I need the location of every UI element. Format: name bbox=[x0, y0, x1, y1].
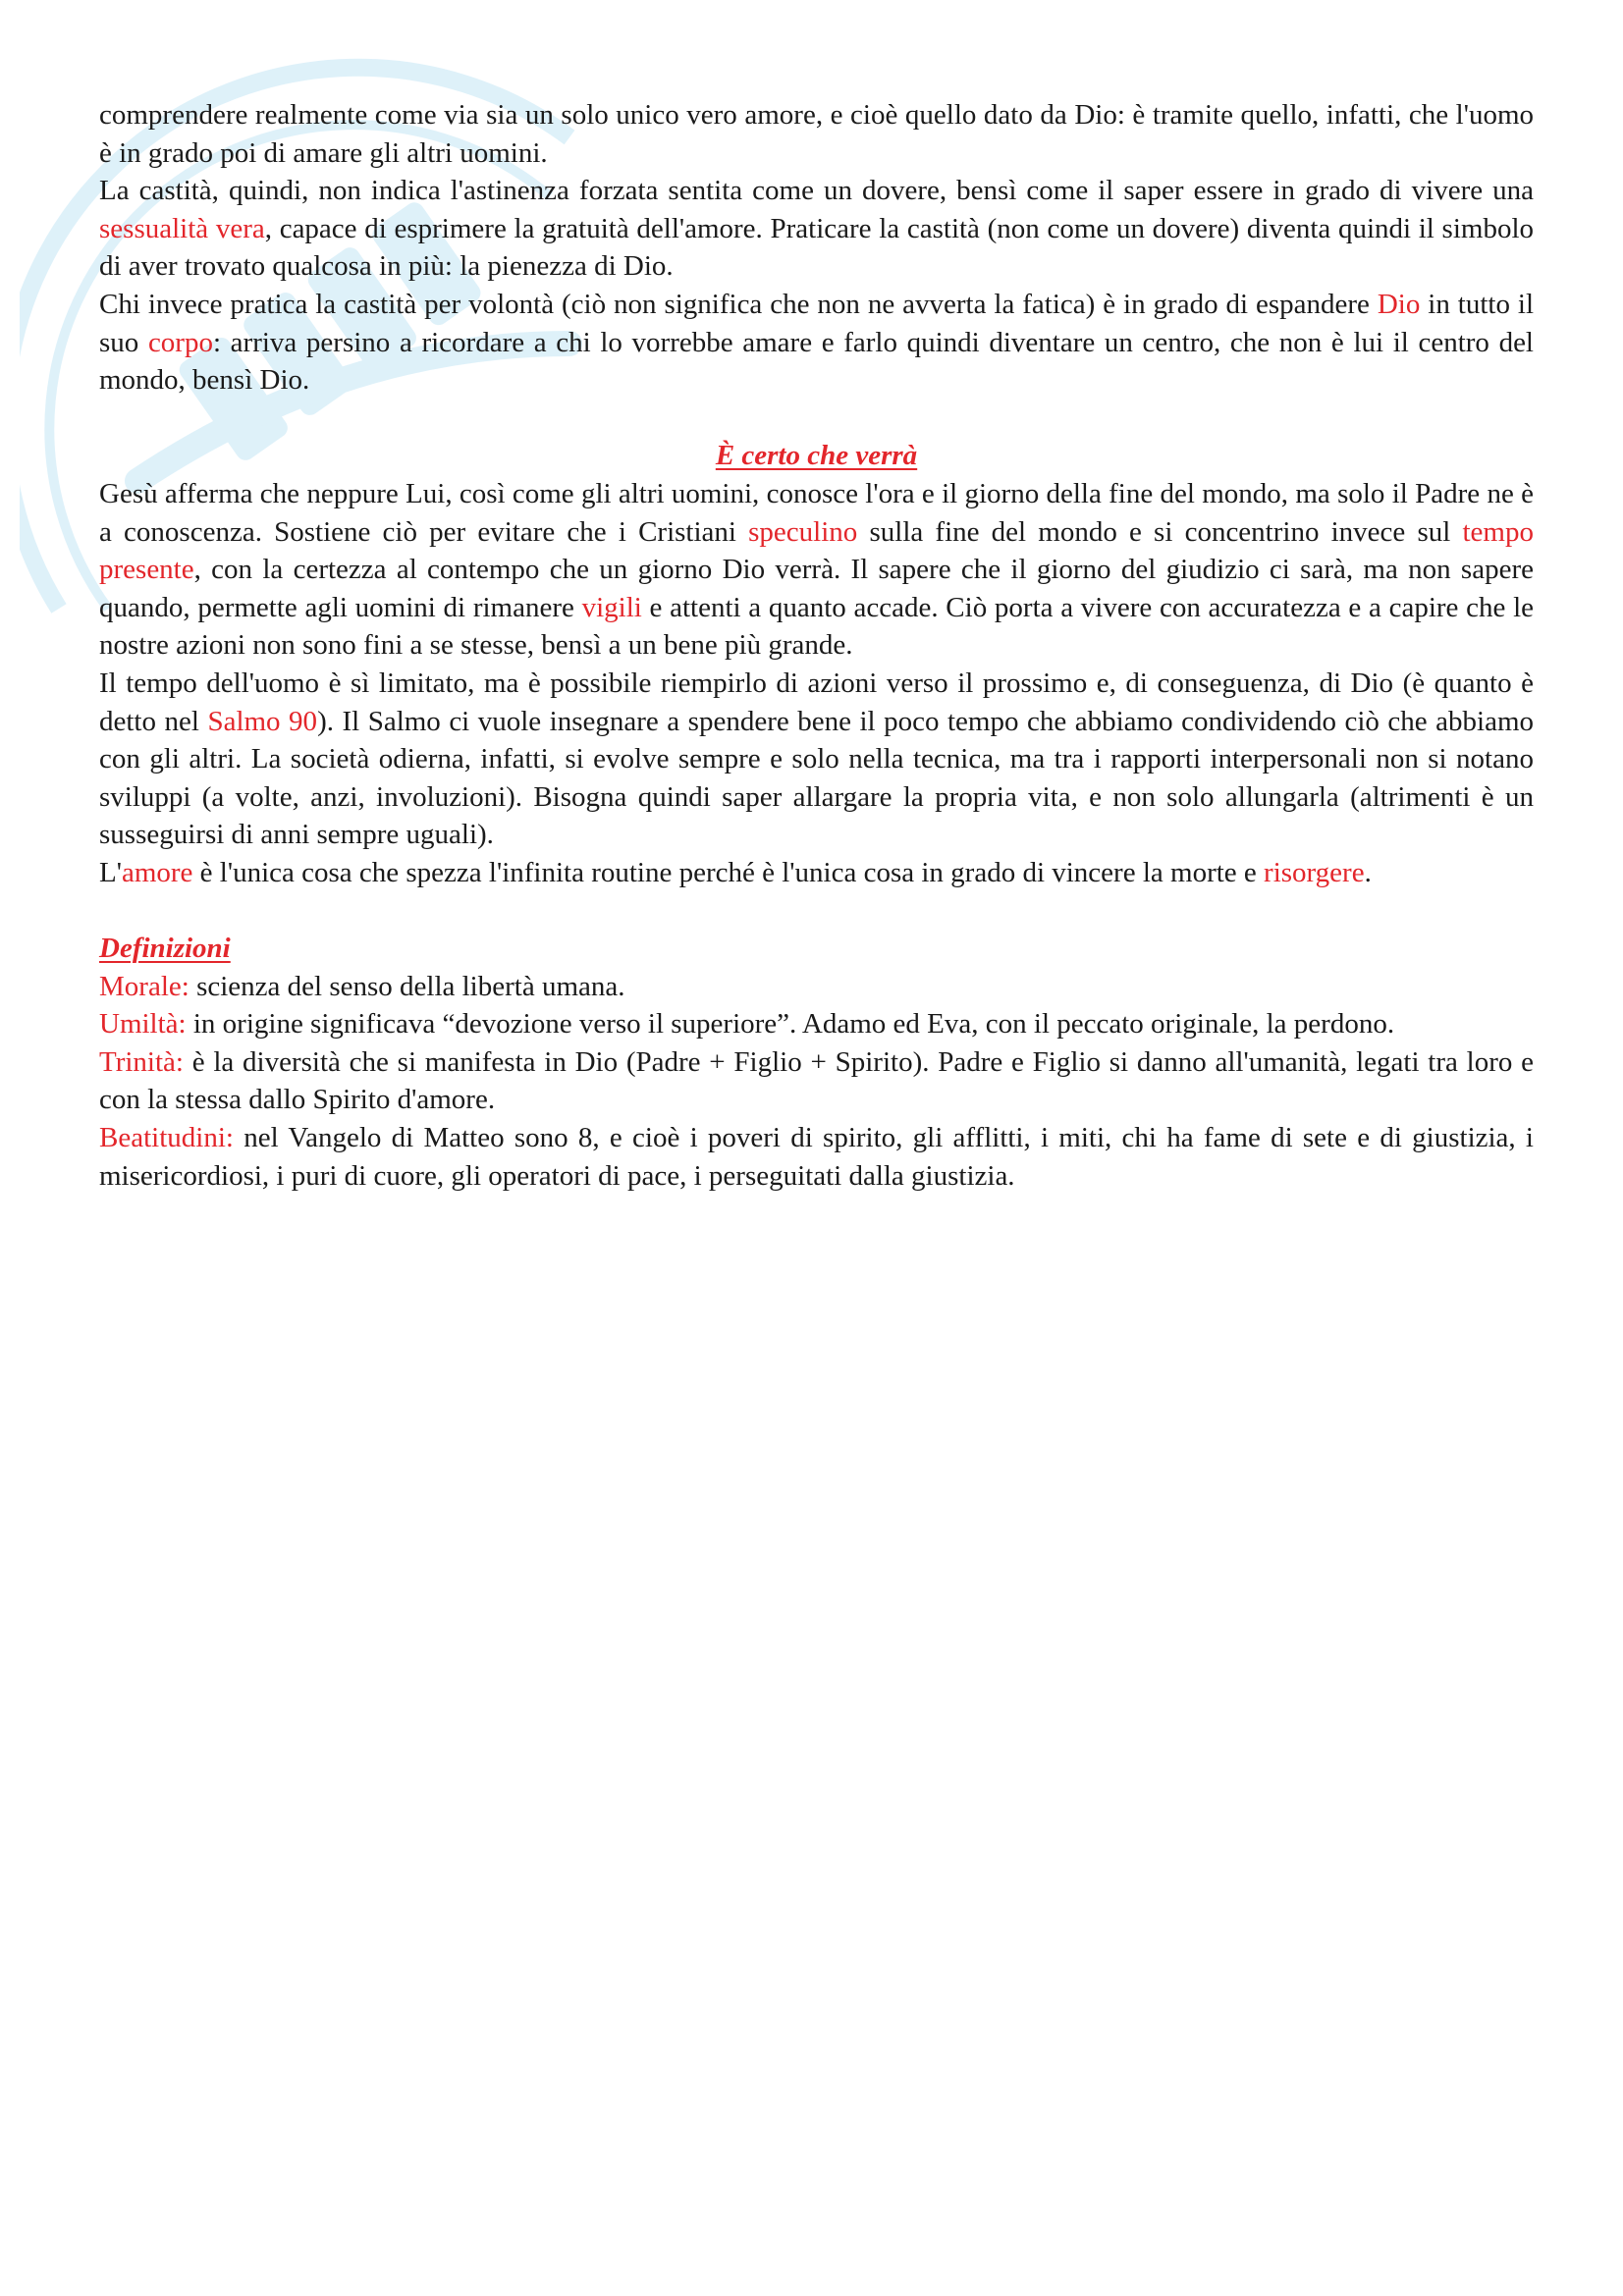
definition-item bbox=[99, 968, 1534, 1006]
highlight-dio: Dio bbox=[1377, 288, 1421, 320]
paragraph-tempo-uomo: Il tempo dell'uomo è sì limitato, ma è possibile riempirlo di azioni verso il prossimo e, di conseguenza, di Dio (è quanto è detto nel Salmo 90). Il Salmo ci vuole insegnare a spendere bene il poco tempo che abbiamo condividendo ciò che abbiamo con gli altri. La società odierna, infatti, si evolve sempre e solo nella tecnica, ma tra i rapporti interpersonali non si notano sviluppi (a volte, anzi, involuzioni). Bisogna quindi saper allargare la propria vita, e non solo allungarla (altrimenti è un susseguirsi di anni sempre uguali). bbox=[99, 667, 1534, 851]
definition-item bbox=[99, 1005, 1534, 1043]
highlight-sessualita: sessualità vera bbox=[99, 212, 265, 244]
section-title-wrapper bbox=[99, 437, 1534, 475]
definition-text: in origine significava “devozione verso il superiore”. Adamo ed Eva, con il peccato originale, la perdono. bbox=[186, 1008, 1395, 1041]
definition-item bbox=[99, 1119, 1534, 1195]
paragraph-amore: L'amore è l'unica cosa che spezza l'infinita routine perché è l'unica cosa in grado di vincere la morte e risorgere. bbox=[99, 856, 1372, 888]
definition-text: scienza del senso della libertà umana. bbox=[189, 970, 625, 1002]
highlight-amore: amore bbox=[121, 856, 193, 888]
definition-term: Beatitudini: bbox=[99, 1122, 234, 1154]
document-body bbox=[99, 96, 1534, 1195]
paragraph-intro: comprendere realmente come via sia un solo unico vero amore, e cioè quello dato da Dio: è tramite quello, infatti, che l'uomo è in grado poi di amare gli altri uomini. bbox=[99, 99, 1534, 169]
highlight-corpo: corpo bbox=[147, 326, 213, 358]
highlight-vigili: vigili bbox=[581, 591, 642, 623]
paragraph-fine-mondo: Gesù afferma che neppure Lui, così come gli altri uomini, conosce l'ora e il giorno della fine del mondo, ma solo il Padre ne è a conoscenza. Sostiene ciò per evitare che i Cristiani speculino sulla fine del mondo e si concentrino invece sul tempo presente, con la certezza al contempo che un giorno Dio verrà. Il sapere che il giorno del giudizio ci sarà, ma non sapere quando, permette agli uomini di rimanere vigili e attenti a quanto accade. Ciò porta a vivere con accuratezza e a capire che le nostre azioni non sono fini a se stesse, bensì a un bene più grande. bbox=[99, 477, 1534, 662]
definition-term: Umiltà: bbox=[99, 1008, 187, 1041]
spacer bbox=[99, 400, 1534, 438]
definitions-title-wrapper bbox=[99, 930, 1534, 968]
section-title: È certo che verrà bbox=[715, 440, 918, 472]
highlight-salmo: Salmo 90 bbox=[207, 705, 318, 737]
highlight-risorgere: risorgere bbox=[1264, 856, 1365, 888]
definition-term: Morale: bbox=[99, 970, 189, 1002]
definitions-title: Definizioni bbox=[99, 933, 231, 965]
highlight-speculino: speculino bbox=[748, 515, 858, 548]
paragraph-volonta: Chi invece pratica la castità per volontà (ciò non significa che non ne avverta la fatica) è in grado di espandere Dio in tutto il suo corpo: arriva persino a ricordare a chi lo vorrebbe amare e farlo quindi diventare un centro, che non è lui il centro del mondo, bensì Dio. bbox=[99, 288, 1534, 397]
definition-text: è la diversità che si manifesta in Dio (Padre + Figlio + Spirito). Padre e Figlio si danno all'umanità, legati tra loro e con la stessa dallo Spirito d'amore. bbox=[99, 1045, 1534, 1116]
highlight-tempo-presente: tempo presente bbox=[99, 515, 1534, 586]
spacer bbox=[99, 891, 1534, 930]
definition-term: Trinità: bbox=[99, 1045, 184, 1078]
definition-text: nel Vangelo di Matteo sono 8, e cioè i poveri di spirito, gli afflitti, i miti, chi ha fame di sete e di giustizia, i misericordiosi, i puri di cuore, gli operatori di pace, i perseguitati dalla giustizia. bbox=[99, 1122, 1534, 1192]
definition-item bbox=[99, 1043, 1534, 1119]
paragraph-castita: La castità, quindi, non indica l'astinenza forzata sentita come un dovere, bensì come il saper essere in grado di vivere una sessualità vera, capace di esprimere la gratuità dell'amore. Praticare la castità (non come un dovere) diventa quindi il simbolo di aver trovato qualcosa in più: la pienezza di Dio. bbox=[99, 175, 1535, 283]
